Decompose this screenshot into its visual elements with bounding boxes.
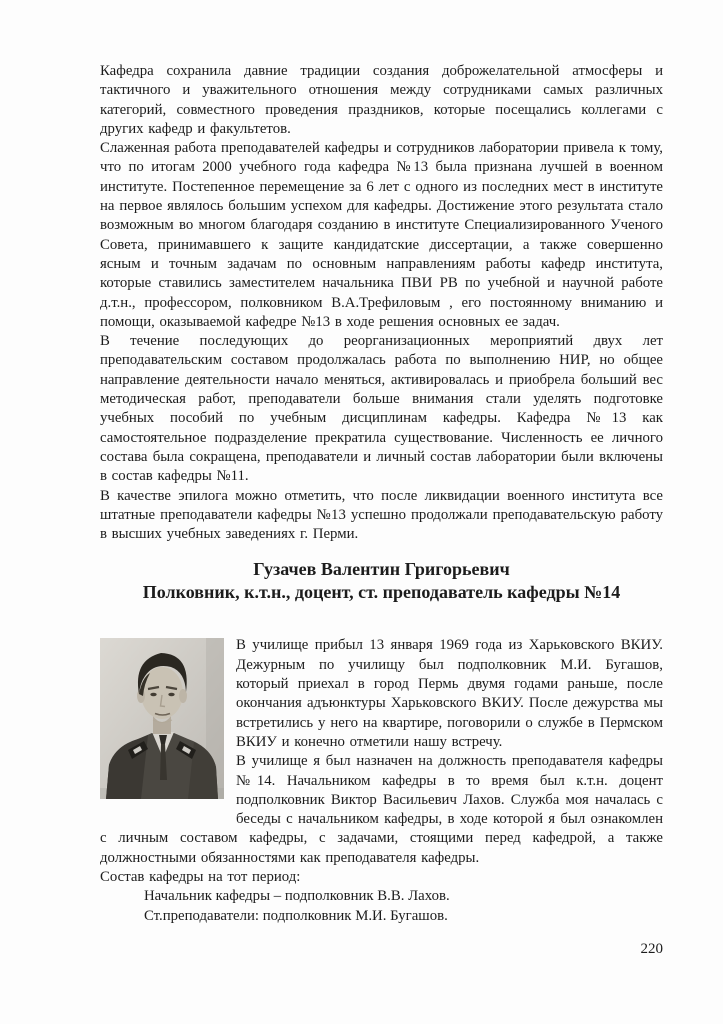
intro-paragraph-3: В течение последующих до реорганизационных мероприятий двух лет преподавательским составом продолжалась работа по выполнению НИР, но общее направление деятельности начало меняться, активировалась и приобрела больший вес методическая работ, преподаватели больше внимания стали уделять подготовке учебных пособий по учебным дисциплинам кафедры. Кафедра №13 как самостоятельное подразделение прекратила существование. Численность ее личного состава была сокращена, преподаватели и личный состав лаборатории были включены в состав кафедры №11. xyxy=(100,333,663,485)
intro-paragraph-1: Кафедра сохранила давние традиции создания доброжелательной атмосферы и тактичного и уважительного отношения между сотрудниками самых различных категорий, совместного проведения праздников, которые посещались коллегами с других кафедр и факультетов. xyxy=(100,63,663,137)
section-heading xyxy=(100,558,663,604)
intro-paragraph-4: В качестве эпилога можно отметить, что после ликвидации военного института все штатные преподаватели кафедры №13 успешно продолжали преподавательскую работу в высших учебных заведениях г. Перми. xyxy=(100,487,663,543)
intro-paragraph-2: Слаженная работа преподавателей кафедры и сотрудников лаборатории привела к тому, что по итогам 2000 учебного года кафедра №13 была признана лучшей в военном институте. Постепенное перемещение за 6 лет с одного из последних мест в институте на первое являлось большим успехом для кафедры. Достижение этого результата стало возможным во многом благодаря созданию в институте Специализированного Ученого Совета, принимавшего к защите кандидатские диссертации, а также совершенно ясным и точным задачам по основным направлениям работы кафедр института, которые ставились заместителем начальника ПВИ РВ по учебной и научной работе д.т.н., профессором, полковником В.А.Трефиловым , его постоянному вниманию и помощи, оказываемой кафедре №13 в ходе решения основных ее задач. xyxy=(100,140,663,330)
page-content xyxy=(100,62,663,926)
bio-paragraph-1: В училище прибыл 13 января 1969 года из Харьковского ВКИУ. Дежурным по училищу был подполковник М.И. Бугашов, который приехал в город Пермь двумя годами раньше, после окончания адъюнктуры Харьковского ВКИУ. После дежурства мы встретились у него на квартире, поговорили о службе в Пермском ВКИУ и конечно отметили нашу встречу. xyxy=(236,637,663,750)
composition-item-2: Ст.преподаватели: подполковник М.И. Бугашов. xyxy=(144,907,448,924)
composition-item-1: Начальник кафедры – подполковник В.В. Лахов. xyxy=(144,888,450,905)
composition-title: Состав кафедры на тот период: xyxy=(100,868,301,885)
section-heading-title: Полковник, к.т.н., доцент, ст. преподаватель кафедры №14 xyxy=(142,582,621,603)
section-heading-name: Гузачев Валентин Григорьевич xyxy=(253,559,510,580)
page-number: 220 xyxy=(640,941,663,957)
biography-section xyxy=(100,636,663,925)
portrait-photo-image xyxy=(100,638,224,799)
portrait-photo xyxy=(100,638,224,799)
bio-paragraph-2: В училище я был назначен на должность преподавателя кафедры №14. Начальником кафедры в то время был к.т.н. доцент подполковник Виктор Васильевич Лахов. Служба моя началась с беседы с начальником кафедры, в ходе которой я был ознакомлен с личным составом кафедры, с задачами, стоящими перед кафедрой, а также должностными обязанностями как преподавателя кафедры. xyxy=(100,753,663,866)
